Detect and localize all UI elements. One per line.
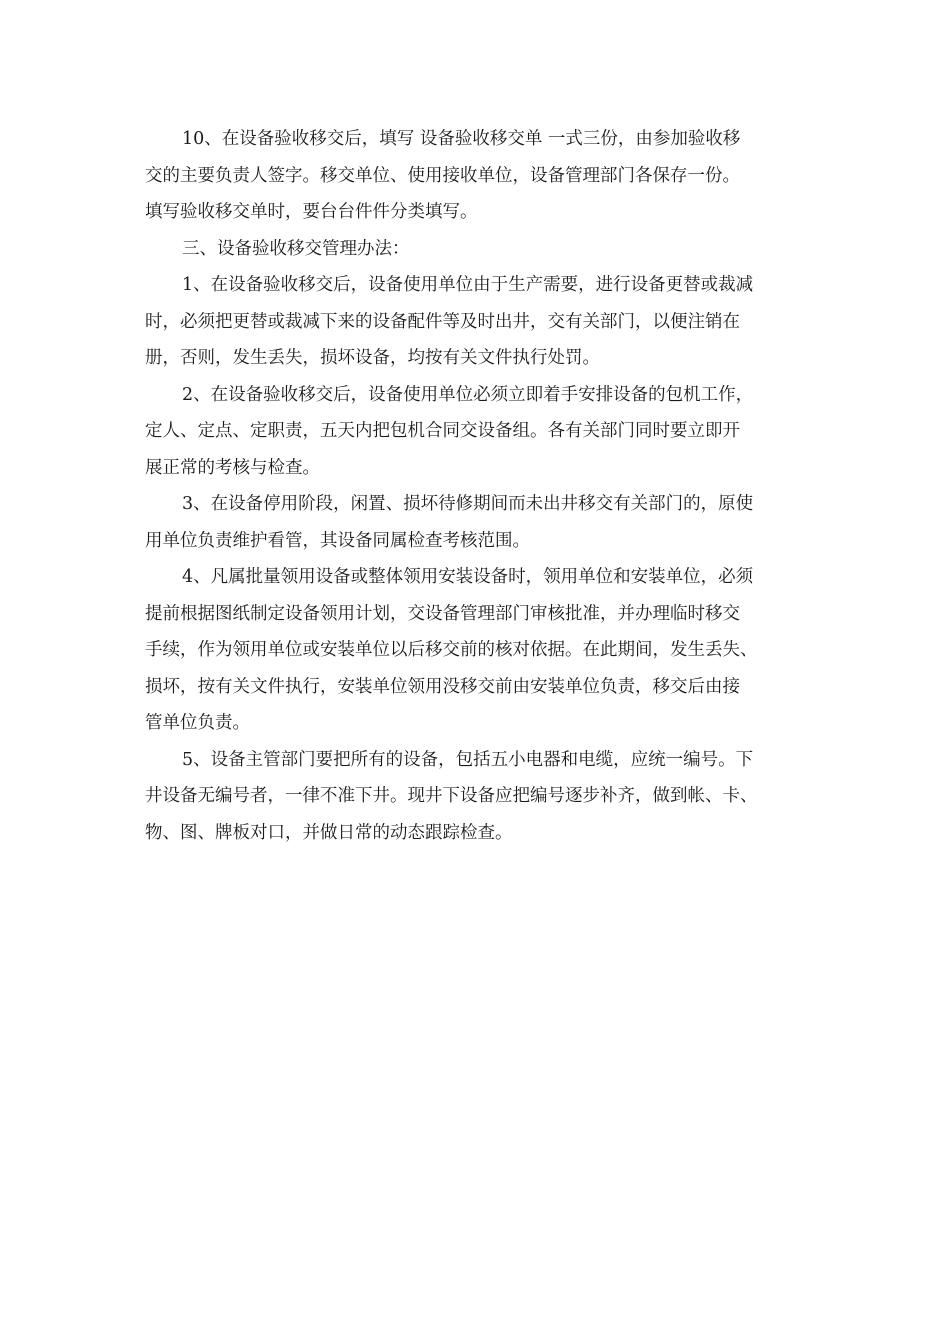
paragraph-item-4	[145, 559, 810, 742]
text-line: 三、设备验收移交管理办法：	[182, 238, 410, 259]
text-line: 时，必须把更替或裁减下来的设备配件等及时出井，交有关部门，以便注销在	[145, 311, 740, 332]
text-line: 井设备无编号者，一律不准下井。现井下设备应把编号逐步补齐，做到帐、卡、	[145, 786, 758, 806]
text-line: 定人、定点、定职责，五天内把包机合同交设备组。各有关部门同时要立即开	[145, 421, 740, 441]
text-line: 管单位负责。	[145, 713, 250, 733]
text-line: 5、设备主管部门要把所有的设备，包括五小电器和电缆，应统一编号。下	[182, 749, 754, 770]
text-line: 填写验收移交单时，要台台件件分类填写。	[145, 202, 478, 222]
text-line: 2、在设备验收移交后，设备使用单位必须立即着手安排设备的包机工作，	[182, 384, 754, 405]
text-line: 3、在设备停用阶段，闲置、损坏待修期间而未出井移交有关部门的，原使	[182, 494, 754, 514]
text-line: 册，否则，发生丢失，损坏设备，均按有关文件执行处罚。	[145, 348, 600, 368]
text-line: 损坏，按有关文件执行，安装单位领用没移交前由安装单位负责，移交后由接	[145, 676, 740, 697]
paragraph-item-1	[145, 267, 810, 377]
paragraph-item-2	[145, 377, 810, 487]
text-line: 物、图、牌板对口，并做日常的动态跟踪检查。	[145, 822, 513, 843]
text-line: 10、在设备验收移交后，填写 设备验收移交单 一式三份，由参加验收移	[182, 129, 741, 149]
text-line: 用单位负责维护看管，其设备同属检查考核范围。	[145, 530, 530, 551]
text-line: 手续，作为领用单位或安装单位以后移交前的核对依据。在此期间，发生丢失、	[145, 640, 758, 660]
text-line: 提前根据图纸制定设备领用计划，交设备管理部门审核批准，并办理临时移交	[145, 603, 740, 624]
paragraph-item-3	[145, 486, 810, 559]
paragraph-item-10	[145, 121, 810, 231]
paragraph-item-5	[145, 742, 810, 852]
text-line: 展正常的考核与检查。	[145, 457, 320, 478]
section-heading	[145, 231, 810, 268]
text-line: 1、在设备验收移交后，设备使用单位由于生产需要，进行设备更替或裁减	[182, 275, 754, 295]
text-line: 交的主要负责人签字。移交单位、使用接收单位，设备管理部门各保存一份。	[145, 165, 740, 186]
text-line: 4、凡属批量领用设备或整体领用安装设备时，领用单位和安装单位，必须	[182, 567, 754, 587]
document-body	[145, 121, 810, 851]
